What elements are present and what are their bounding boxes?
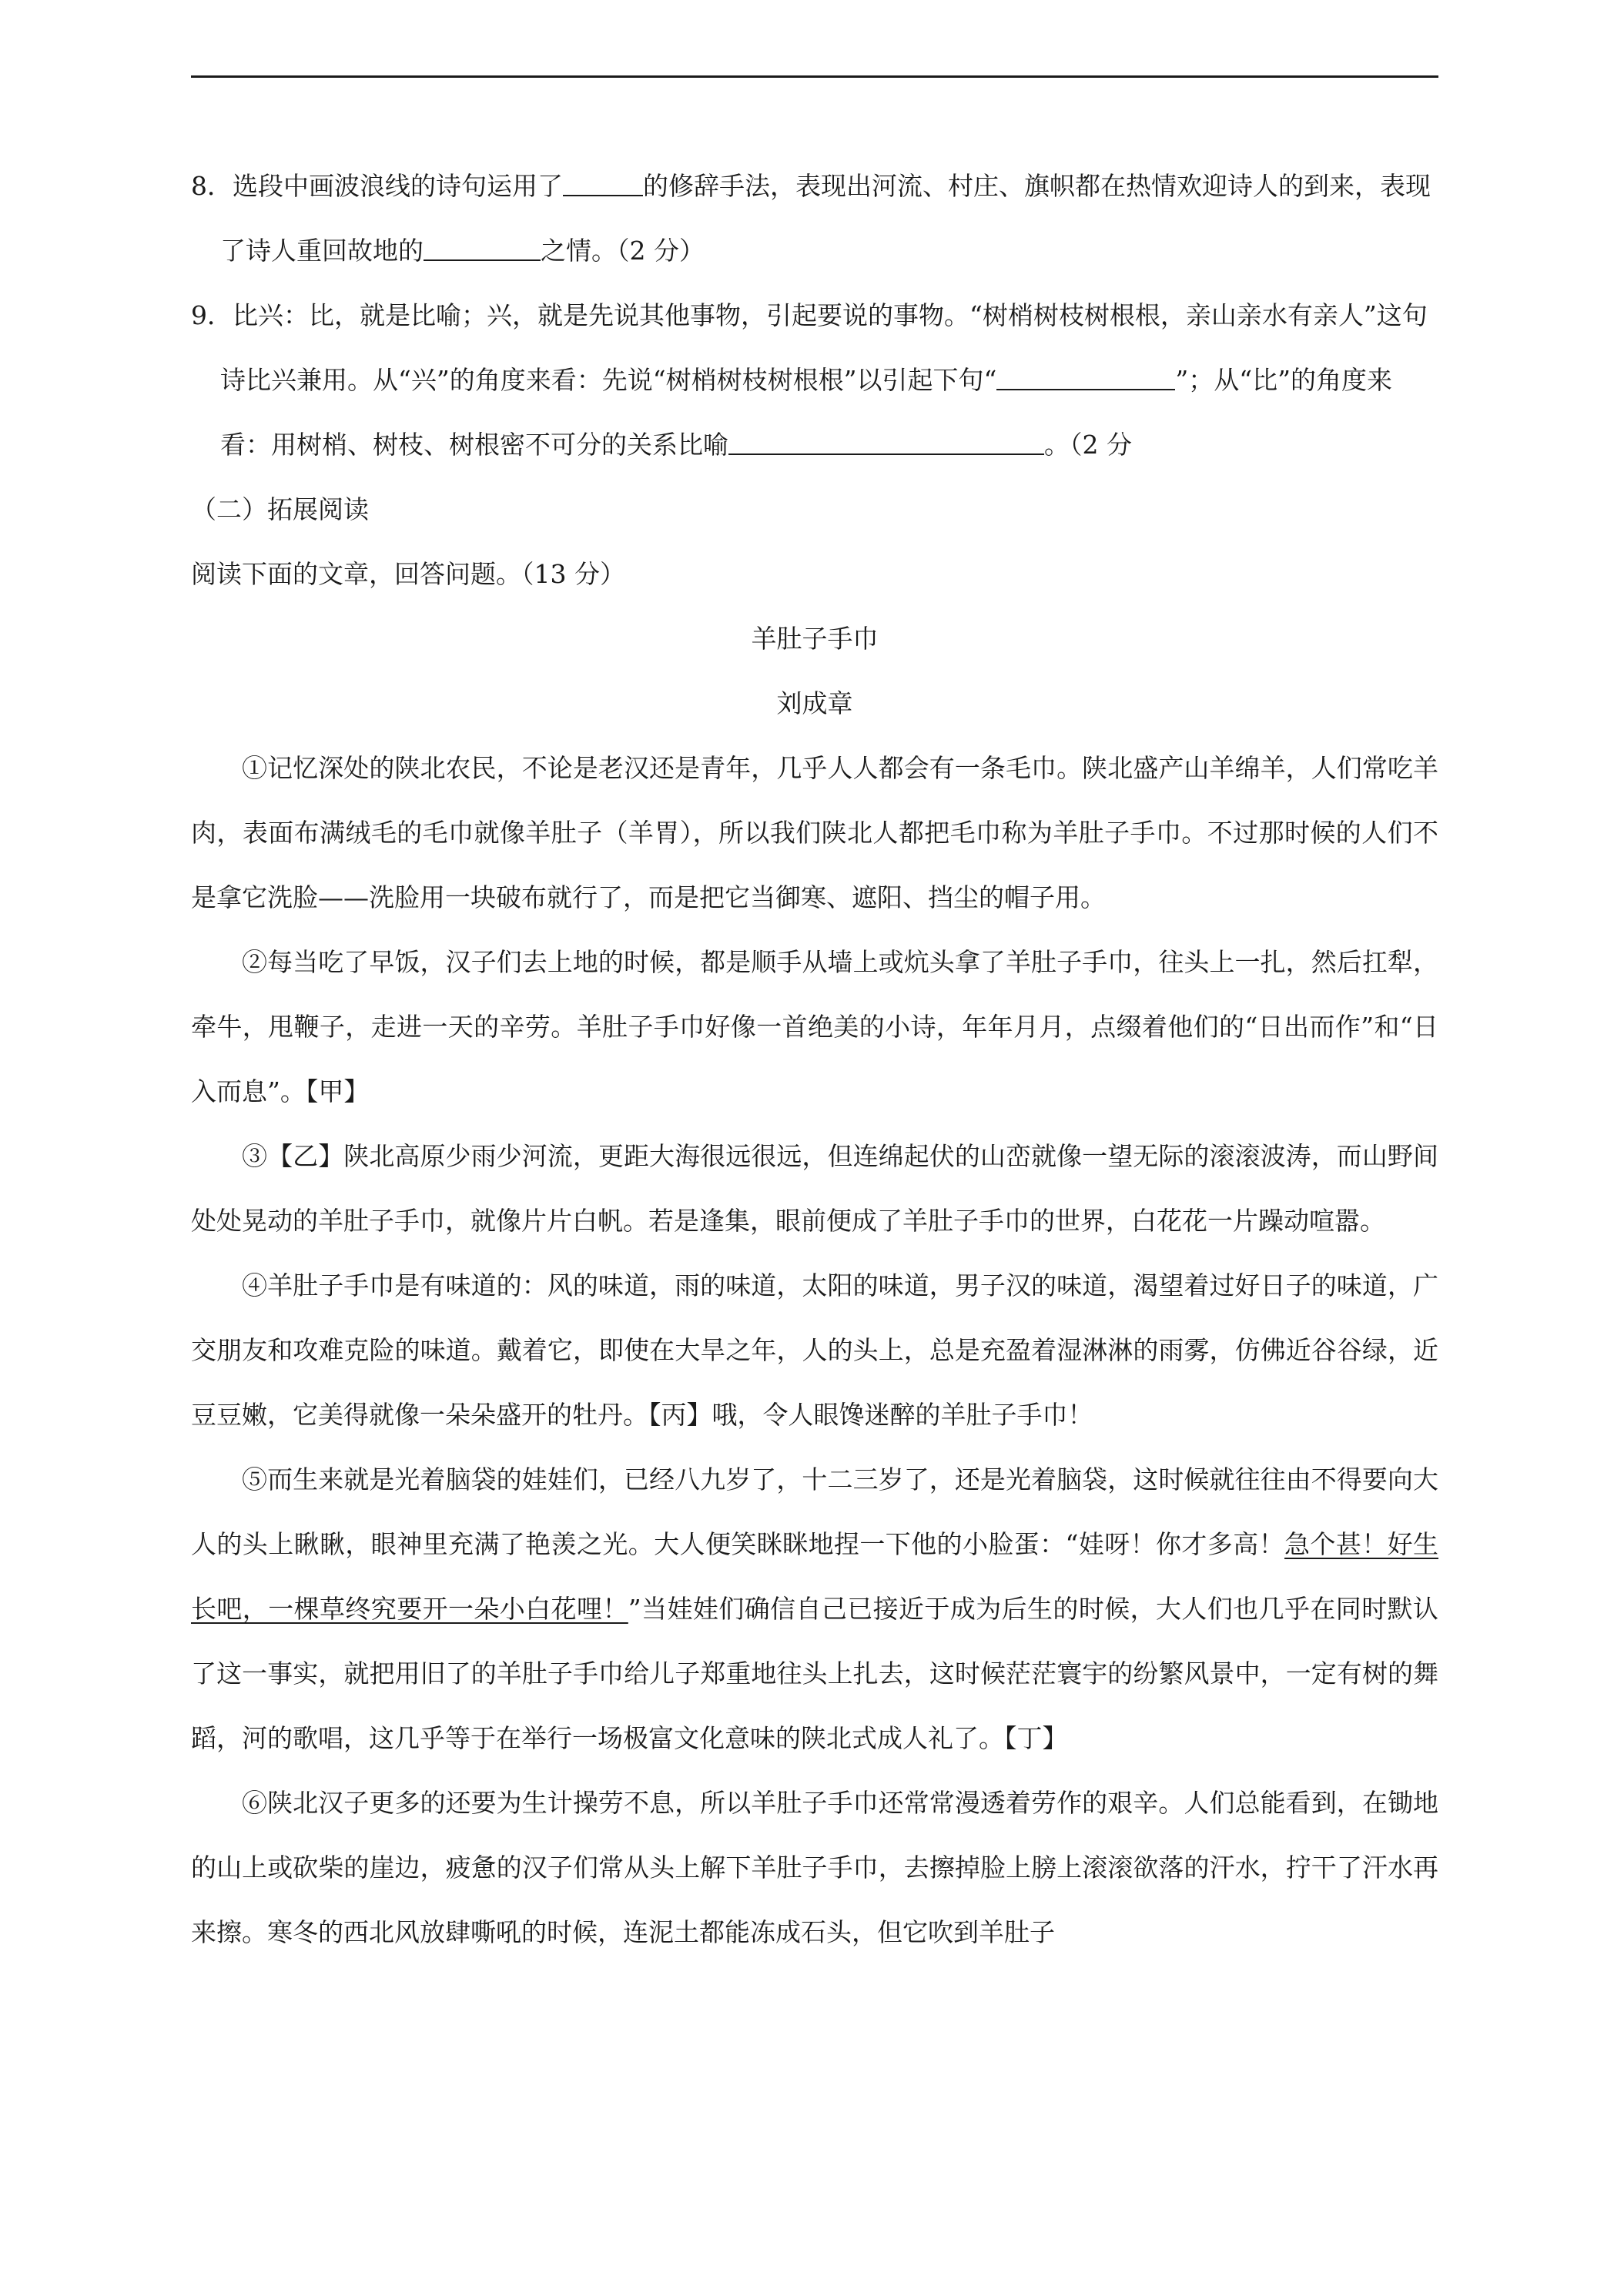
section-heading: （二）拓展阅读 bbox=[191, 494, 369, 524]
question-9-text-3: 。（2 分 bbox=[1044, 430, 1132, 460]
answer-blank-9b[interactable] bbox=[728, 427, 1044, 455]
answer-blank-8b[interactable] bbox=[424, 233, 541, 261]
paragraph-5-text-a: ⑤而生来就是光着脑袋的娃娃们，已经八九岁了，十二三岁了，还是光着脑袋，这时候就往往由不得要向大人的头上瞅瞅，眼神里充满了艳羡之光。大人便笑眯眯地捏一下他的小脸蛋：“娃呀！你才多高！ bbox=[191, 1464, 1438, 1559]
question-8 bbox=[191, 154, 1438, 283]
underlined-quote: 急个甚！好生长吧，一棵草终究要开一朵小白花哩！ bbox=[191, 1529, 1439, 1624]
paragraph-5-text-b: ”当娃娃们确信自己已接近于成为后生的时候，大人们也几乎在同时默认了这一事实，就把用旧了的羊肚子手巾给儿子郑重地往头上扎去，这时候茫茫寰宇的纷繁风景中，一定有树的舞蹈，河的歌唱，这几乎等于在举行一场极富文化意味的陕北式成人礼了。【丁】 bbox=[191, 1594, 1439, 1753]
answer-blank-8a[interactable] bbox=[563, 169, 643, 196]
header-rule bbox=[191, 75, 1438, 78]
article-title: 羊肚子手巾 bbox=[751, 624, 879, 654]
question-9-text-1: 9．比兴：比，就是比喻；兴，就是先说其他事物，引起要说的事物。“树梢树枝树根根，亲山亲水有亲人”这句诗比兴兼用。从“兴”的角度来看：先说“树梢树枝树根根”以引起下句“ bbox=[191, 300, 1428, 395]
article-paragraph-5 bbox=[191, 1448, 1438, 1771]
article-author: 刘成章 bbox=[776, 688, 853, 718]
article-paragraph-2: ②每当吃了早饭，汉子们去上地的时候，都是顺手从墙上或炕头拿了羊肚子手巾，往头上一扎，然后扛犁，牵牛，甩鞭子，走进一天的辛劳。羊肚子手巾好像一首绝美的小诗，年年月月，点缀着他们的“日出而作”和“日入而息”。【甲】 bbox=[191, 947, 1438, 1106]
question-9 bbox=[191, 283, 1438, 477]
question-8-text-1: 8．选段中画波浪线的诗句运用了 bbox=[191, 171, 563, 201]
answer-blank-9a[interactable] bbox=[996, 363, 1175, 390]
article-paragraph-3: ③【乙】陕北高原少雨少河流，更距大海很远很远，但连绵起伏的山峦就像一望无际的滚滚波涛，而山野间处处晃动的羊肚子手巾，就像片片白帆。若是逢集，眼前便成了羊肚子手巾的世界，白花花一片躁动喧嚣。 bbox=[191, 1141, 1438, 1236]
question-8-text-3: 之情。（2 分） bbox=[541, 236, 705, 266]
question-9-text-2: ”；从“比”的角度来看：用树梢、树枝、树根密不可分的关系比喻 bbox=[220, 365, 1392, 460]
document-body bbox=[191, 154, 1438, 1965]
reading-instruction: 阅读下面的文章，回答问题。（13 分） bbox=[191, 559, 625, 589]
article-paragraph-6: ⑥陕北汉子更多的还要为生计操劳不息，所以羊肚子手巾还常常漫透着劳作的艰辛。人们总能看到，在锄地的山上或砍柴的崖边，疲惫的汉子们常从头上解下羊肚子手巾，去擦掉脸上膀上滚滚欲落的汗水，拧干了汗水再来擦。寒冬的西北风放肆嘶吼的时候，连泥土都能冻成石头，但它吹到羊肚子 bbox=[191, 1788, 1438, 1947]
article-paragraph-1: ①记忆深处的陕北农民，不论是老汉还是青年，几乎人人都会有一条毛巾。陕北盛产山羊绵羊，人们常吃羊肉，表面布满绒毛的毛巾就像羊肚子（羊胃），所以我们陕北人都把毛巾称为羊肚子手巾。不过那时候的人们不是拿它洗脸——洗脸用一块破布就行了，而是把它当御寒、遮阳、挡尘的帽子用。 bbox=[191, 753, 1438, 912]
question-8-text-2: 的修辞手法，表现出河流、村庄、旗帜都在热情欢迎诗人的到来，表现了诗人重回故地的 bbox=[220, 171, 1431, 266]
article-paragraph-4: ④羊肚子手巾是有味道的：风的味道，雨的味道，太阳的味道，男子汉的味道，渴望着过好日子的味道，广交朋友和攻难克险的味道。戴着它，即使在大旱之年，人的头上，总是充盈着湿淋淋的雨雾，仿佛近谷谷绿，近豆豆嫩，它美得就像一朵朵盛开的牡丹。【丙】哦，令人眼馋迷醉的羊肚子手巾！ bbox=[191, 1270, 1438, 1430]
